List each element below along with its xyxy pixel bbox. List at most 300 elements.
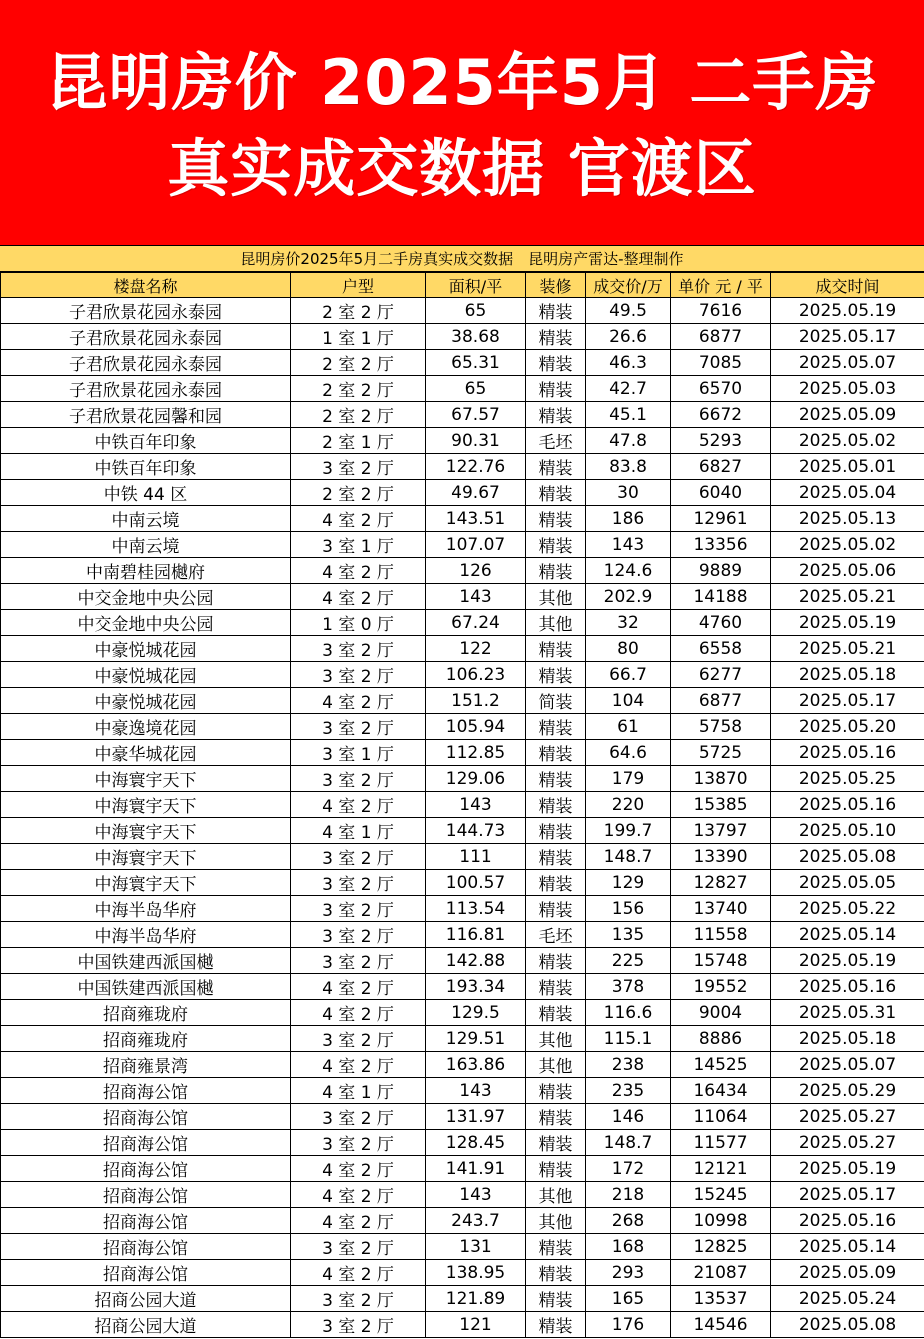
cell-total-price: 135 [586,922,671,948]
cell-deal-date: 2025.05.09 [771,1260,924,1286]
cell-community: 子君欣景花园永泰园 [1,324,291,350]
cell-decoration: 精装 [526,1078,586,1104]
cell-total-price: 143 [586,532,671,558]
table-row [1,584,924,610]
cell-deal-date: 2025.05.08 [771,844,924,870]
cell-community: 招商海公馆 [1,1104,291,1130]
cell-layout: 4 室 2 厅 [291,1208,426,1234]
cell-layout: 3 室 1 厅 [291,740,426,766]
cell-area: 144.73 [426,818,526,844]
cell-unit-price: 5293 [671,428,771,454]
cell-community: 招商海公馆 [1,1156,291,1182]
cell-total-price: 146 [586,1104,671,1130]
cell-deal-date: 2025.05.14 [771,922,924,948]
cell-layout: 4 室 1 厅 [291,818,426,844]
cell-area: 142.88 [426,948,526,974]
cell-layout: 3 室 2 厅 [291,948,426,974]
cell-deal-date: 2025.05.25 [771,766,924,792]
cell-deal-date: 2025.05.27 [771,1104,924,1130]
cell-decoration: 精装 [526,506,586,532]
cell-decoration: 精装 [526,1000,586,1026]
cell-total-price: 378 [586,974,671,1000]
cell-community: 中国铁建西派国樾 [1,948,291,974]
cell-community: 子君欣景花园永泰园 [1,350,291,376]
cell-decoration: 其他 [526,1052,586,1078]
table-row [1,428,924,454]
cell-deal-date: 2025.05.02 [771,532,924,558]
cell-area: 49.67 [426,480,526,506]
cell-deal-date: 2025.05.19 [771,1156,924,1182]
cell-deal-date: 2025.05.06 [771,558,924,584]
cell-area: 129.51 [426,1026,526,1052]
cell-layout: 3 室 2 厅 [291,1312,426,1338]
cell-area: 131 [426,1234,526,1260]
cell-unit-price: 13740 [671,896,771,922]
table-row [1,402,924,428]
table-row [1,922,924,948]
cell-community: 子君欣景花园永泰园 [1,298,291,324]
cell-layout: 1 室 0 厅 [291,610,426,636]
cell-decoration: 精装 [526,948,586,974]
cell-decoration: 精装 [526,480,586,506]
cell-total-price: 115.1 [586,1026,671,1052]
cell-area: 100.57 [426,870,526,896]
cell-deal-date: 2025.05.16 [771,1208,924,1234]
table-subtitle: 昆明房价2025年5月二手房真实成交数据 昆明房产雷达-整理制作 [0,245,924,272]
cell-deal-date: 2025.05.07 [771,1052,924,1078]
cell-total-price: 30 [586,480,671,506]
cell-decoration: 精装 [526,974,586,1000]
table-row [1,818,924,844]
cell-unit-price: 13797 [671,818,771,844]
cell-community: 中交金地中央公园 [1,584,291,610]
cell-community: 中铁 44 区 [1,480,291,506]
cell-community: 中海半岛华府 [1,922,291,948]
cell-unit-price: 6558 [671,636,771,662]
cell-total-price: 148.7 [586,1130,671,1156]
cell-area: 116.81 [426,922,526,948]
cell-area: 129.5 [426,1000,526,1026]
cell-decoration: 精装 [526,324,586,350]
cell-decoration: 精装 [526,1286,586,1312]
cell-layout: 4 室 1 厅 [291,1078,426,1104]
cell-layout: 4 室 2 厅 [291,558,426,584]
cell-total-price: 186 [586,506,671,532]
cell-decoration: 毛坯 [526,922,586,948]
cell-unit-price: 9004 [671,1000,771,1026]
cell-community: 中海寰宇天下 [1,870,291,896]
cell-decoration: 精装 [526,636,586,662]
cell-layout: 4 室 2 厅 [291,1156,426,1182]
table-row [1,766,924,792]
cell-total-price: 26.6 [586,324,671,350]
cell-layout: 3 室 2 厅 [291,454,426,480]
cell-unit-price: 7616 [671,298,771,324]
transactions-table [0,272,924,1338]
cell-community: 招商公园大道 [1,1286,291,1312]
cell-deal-date: 2025.05.18 [771,662,924,688]
cell-area: 143 [426,792,526,818]
cell-area: 243.7 [426,1208,526,1234]
table-row [1,714,924,740]
table-row [1,324,924,350]
cell-deal-date: 2025.05.21 [771,584,924,610]
table-row [1,636,924,662]
cell-unit-price: 11064 [671,1104,771,1130]
cell-deal-date: 2025.05.05 [771,870,924,896]
cell-community: 中豪悦城花园 [1,636,291,662]
cell-total-price: 64.6 [586,740,671,766]
cell-area: 111 [426,844,526,870]
cell-unit-price: 14546 [671,1312,771,1338]
cell-community: 中交金地中央公园 [1,610,291,636]
cell-community: 招商海公馆 [1,1260,291,1286]
cell-layout: 2 室 2 厅 [291,402,426,428]
cell-layout: 4 室 2 厅 [291,584,426,610]
cell-unit-price: 5758 [671,714,771,740]
cell-unit-price: 16434 [671,1078,771,1104]
cell-deal-date: 2025.05.31 [771,1000,924,1026]
table-row [1,1052,924,1078]
cell-unit-price: 14525 [671,1052,771,1078]
cell-unit-price: 14188 [671,584,771,610]
table-row [1,1026,924,1052]
cell-community: 招商海公馆 [1,1208,291,1234]
cell-total-price: 61 [586,714,671,740]
header-unit-price: 单价 元 / 平 [671,273,771,298]
cell-unit-price: 15385 [671,792,771,818]
cell-deal-date: 2025.05.16 [771,974,924,1000]
table-row [1,298,924,324]
table-row [1,1156,924,1182]
cell-decoration: 精装 [526,740,586,766]
cell-layout: 3 室 2 厅 [291,1286,426,1312]
cell-total-price: 238 [586,1052,671,1078]
cell-community: 中海寰宇天下 [1,766,291,792]
cell-layout: 2 室 1 厅 [291,428,426,454]
cell-unit-price: 12961 [671,506,771,532]
cell-decoration: 精装 [526,350,586,376]
cell-total-price: 45.1 [586,402,671,428]
cell-total-price: 225 [586,948,671,974]
cell-decoration: 其他 [526,1208,586,1234]
cell-area: 65 [426,298,526,324]
cell-unit-price: 15748 [671,948,771,974]
cell-area: 106.23 [426,662,526,688]
cell-community: 子君欣景花园永泰园 [1,376,291,402]
cell-community: 中国铁建西派国樾 [1,974,291,1000]
cell-community: 中豪悦城花园 [1,688,291,714]
table-row [1,350,924,376]
cell-decoration: 精装 [526,1234,586,1260]
cell-area: 163.86 [426,1052,526,1078]
cell-layout: 3 室 2 厅 [291,714,426,740]
cell-community: 中南碧桂园樾府 [1,558,291,584]
cell-community: 招商雍景湾 [1,1052,291,1078]
cell-layout: 3 室 1 厅 [291,532,426,558]
cell-area: 131.97 [426,1104,526,1130]
cell-total-price: 46.3 [586,350,671,376]
cell-layout: 2 室 2 厅 [291,480,426,506]
cell-unit-price: 6877 [671,688,771,714]
cell-deal-date: 2025.05.04 [771,480,924,506]
cell-unit-price: 11558 [671,922,771,948]
cell-deal-date: 2025.05.08 [771,1312,924,1338]
cell-layout: 2 室 2 厅 [291,298,426,324]
cell-layout: 3 室 2 厅 [291,870,426,896]
header-decoration: 装修 [526,273,586,298]
cell-total-price: 199.7 [586,818,671,844]
table-row [1,1260,924,1286]
table-row [1,870,924,896]
cell-area: 65 [426,376,526,402]
cell-unit-price: 19552 [671,974,771,1000]
cell-layout: 4 室 2 厅 [291,1052,426,1078]
cell-decoration: 毛坯 [526,428,586,454]
cell-decoration: 其他 [526,610,586,636]
table-body [1,298,924,1338]
table-row [1,1312,924,1338]
table-row [1,662,924,688]
cell-total-price: 165 [586,1286,671,1312]
title-banner [0,0,924,245]
cell-community: 招商公园大道 [1,1312,291,1338]
table-row [1,1234,924,1260]
banner-title-line-1: 昆明房价 2025年5月 二手房 [45,45,879,119]
header-total-price: 成交价/万 [586,273,671,298]
cell-deal-date: 2025.05.17 [771,324,924,350]
cell-deal-date: 2025.05.19 [771,610,924,636]
cell-unit-price: 5725 [671,740,771,766]
cell-decoration: 精装 [526,662,586,688]
cell-deal-date: 2025.05.17 [771,688,924,714]
cell-community: 子君欣景花园馨和园 [1,402,291,428]
cell-total-price: 179 [586,766,671,792]
cell-area: 143.51 [426,506,526,532]
cell-decoration: 精装 [526,870,586,896]
cell-unit-price: 8886 [671,1026,771,1052]
cell-layout: 4 室 2 厅 [291,1260,426,1286]
cell-total-price: 218 [586,1182,671,1208]
cell-layout: 1 室 1 厅 [291,324,426,350]
cell-area: 65.31 [426,350,526,376]
cell-layout: 3 室 2 厅 [291,844,426,870]
cell-decoration: 精装 [526,792,586,818]
cell-decoration: 精装 [526,1104,586,1130]
cell-layout: 3 室 2 厅 [291,662,426,688]
cell-community: 中海寰宇天下 [1,818,291,844]
cell-community: 中铁百年印象 [1,428,291,454]
cell-total-price: 80 [586,636,671,662]
cell-layout: 3 室 2 厅 [291,1026,426,1052]
cell-area: 67.24 [426,610,526,636]
table-row [1,454,924,480]
cell-deal-date: 2025.05.24 [771,1286,924,1312]
cell-deal-date: 2025.05.03 [771,376,924,402]
cell-area: 151.2 [426,688,526,714]
cell-unit-price: 12121 [671,1156,771,1182]
cell-total-price: 129 [586,870,671,896]
table-row [1,610,924,636]
cell-area: 138.95 [426,1260,526,1286]
header-deal-date: 成交时间 [771,273,924,298]
cell-unit-price: 21087 [671,1260,771,1286]
cell-total-price: 104 [586,688,671,714]
table-row [1,532,924,558]
table-row [1,844,924,870]
cell-total-price: 220 [586,792,671,818]
cell-area: 129.06 [426,766,526,792]
cell-total-price: 168 [586,1234,671,1260]
cell-layout: 4 室 2 厅 [291,506,426,532]
table-header-row [1,273,924,298]
cell-layout: 2 室 2 厅 [291,376,426,402]
cell-deal-date: 2025.05.01 [771,454,924,480]
cell-unit-price: 12825 [671,1234,771,1260]
cell-unit-price: 6672 [671,402,771,428]
cell-total-price: 268 [586,1208,671,1234]
cell-total-price: 83.8 [586,454,671,480]
cell-layout: 3 室 2 厅 [291,1234,426,1260]
header-community: 楼盘名称 [1,273,291,298]
cell-unit-price: 15245 [671,1182,771,1208]
cell-community: 中海寰宇天下 [1,844,291,870]
cell-deal-date: 2025.05.29 [771,1078,924,1104]
cell-area: 193.34 [426,974,526,1000]
cell-deal-date: 2025.05.22 [771,896,924,922]
cell-total-price: 148.7 [586,844,671,870]
table-row [1,1208,924,1234]
cell-deal-date: 2025.05.07 [771,350,924,376]
table-row [1,1286,924,1312]
cell-deal-date: 2025.05.16 [771,792,924,818]
table-row [1,558,924,584]
cell-layout: 4 室 2 厅 [291,1000,426,1026]
cell-community: 中海半岛华府 [1,896,291,922]
cell-unit-price: 13870 [671,766,771,792]
header-layout: 户型 [291,273,426,298]
cell-total-price: 124.6 [586,558,671,584]
table-row [1,1130,924,1156]
cell-unit-price: 6277 [671,662,771,688]
cell-unit-price: 6827 [671,454,771,480]
cell-decoration: 精装 [526,298,586,324]
cell-total-price: 116.6 [586,1000,671,1026]
table-row [1,896,924,922]
cell-unit-price: 13390 [671,844,771,870]
cell-total-price: 47.8 [586,428,671,454]
cell-decoration: 精装 [526,1156,586,1182]
cell-community: 招商海公馆 [1,1078,291,1104]
table-row [1,1182,924,1208]
cell-deal-date: 2025.05.20 [771,714,924,740]
cell-decoration: 精装 [526,714,586,740]
cell-area: 112.85 [426,740,526,766]
banner-title-line-2: 真实成交数据 官渡区 [167,131,757,205]
cell-area: 122.76 [426,454,526,480]
cell-community: 中豪华城花园 [1,740,291,766]
cell-decoration: 精装 [526,766,586,792]
cell-decoration: 精装 [526,844,586,870]
cell-total-price: 293 [586,1260,671,1286]
cell-area: 105.94 [426,714,526,740]
cell-total-price: 42.7 [586,376,671,402]
cell-unit-price: 6570 [671,376,771,402]
cell-decoration: 精装 [526,454,586,480]
table-row [1,740,924,766]
cell-layout: 3 室 2 厅 [291,922,426,948]
cell-layout: 3 室 2 厅 [291,1130,426,1156]
cell-area: 143 [426,1182,526,1208]
cell-area: 122 [426,636,526,662]
cell-deal-date: 2025.05.18 [771,1026,924,1052]
table-row [1,480,924,506]
cell-area: 90.31 [426,428,526,454]
cell-unit-price: 10998 [671,1208,771,1234]
cell-area: 141.91 [426,1156,526,1182]
cell-community: 中海寰宇天下 [1,792,291,818]
table-row [1,506,924,532]
cell-decoration: 其他 [526,1026,586,1052]
cell-deal-date: 2025.05.19 [771,948,924,974]
cell-community: 中豪逸境花园 [1,714,291,740]
cell-layout: 4 室 2 厅 [291,1182,426,1208]
cell-deal-date: 2025.05.02 [771,428,924,454]
cell-total-price: 202.9 [586,584,671,610]
cell-total-price: 49.5 [586,298,671,324]
cell-decoration: 简装 [526,688,586,714]
cell-area: 121.89 [426,1286,526,1312]
table-row [1,1000,924,1026]
cell-area: 126 [426,558,526,584]
cell-deal-date: 2025.05.21 [771,636,924,662]
cell-deal-date: 2025.05.13 [771,506,924,532]
cell-area: 143 [426,584,526,610]
cell-area: 128.45 [426,1130,526,1156]
cell-area: 113.54 [426,896,526,922]
cell-deal-date: 2025.05.16 [771,740,924,766]
cell-unit-price: 13356 [671,532,771,558]
table-row [1,688,924,714]
cell-layout: 3 室 2 厅 [291,896,426,922]
cell-community: 中豪悦城花园 [1,662,291,688]
cell-deal-date: 2025.05.19 [771,298,924,324]
cell-total-price: 235 [586,1078,671,1104]
cell-area: 121 [426,1312,526,1338]
cell-decoration: 精装 [526,1312,586,1338]
cell-unit-price: 6877 [671,324,771,350]
cell-deal-date: 2025.05.17 [771,1182,924,1208]
cell-total-price: 66.7 [586,662,671,688]
cell-layout: 3 室 2 厅 [291,636,426,662]
cell-decoration: 精装 [526,376,586,402]
cell-area: 107.07 [426,532,526,558]
cell-total-price: 176 [586,1312,671,1338]
cell-total-price: 32 [586,610,671,636]
cell-area: 143 [426,1078,526,1104]
cell-community: 中铁百年印象 [1,454,291,480]
table-row [1,792,924,818]
cell-decoration: 精装 [526,1260,586,1286]
cell-unit-price: 11577 [671,1130,771,1156]
cell-unit-price: 4760 [671,610,771,636]
cell-unit-price: 9889 [671,558,771,584]
table-row [1,1078,924,1104]
cell-area: 67.57 [426,402,526,428]
cell-layout: 4 室 2 厅 [291,688,426,714]
cell-deal-date: 2025.05.14 [771,1234,924,1260]
cell-decoration: 精装 [526,818,586,844]
